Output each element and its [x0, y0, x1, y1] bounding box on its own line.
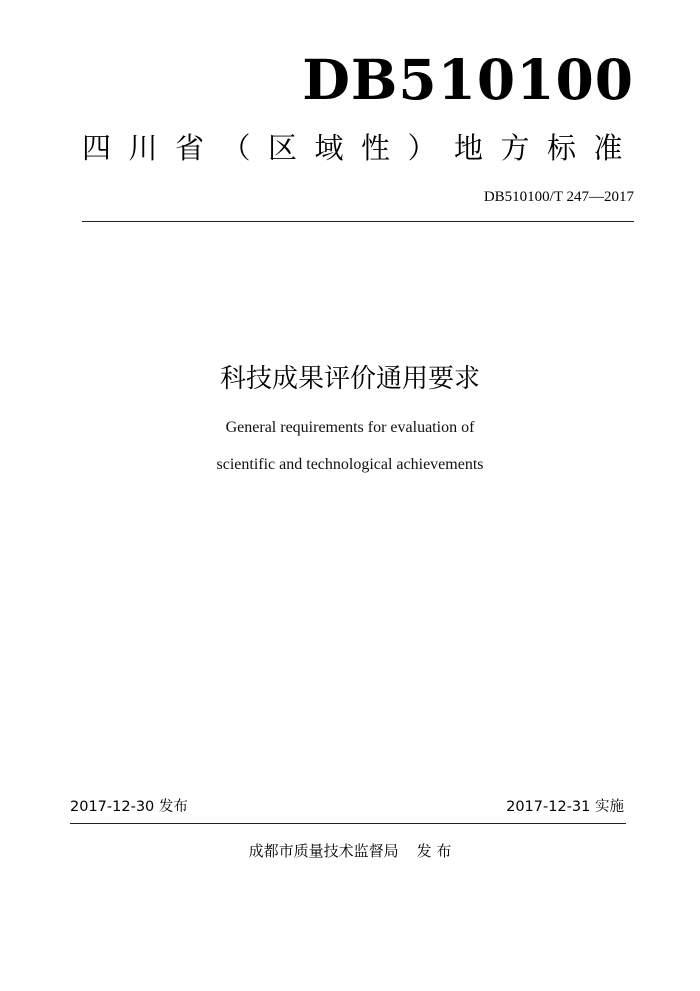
- publish-label: 发 布: [416, 842, 452, 860]
- top-divider: [82, 221, 634, 222]
- bottom-divider: [70, 823, 626, 824]
- standard-number: DB510100/T 247—2017: [483, 189, 634, 205]
- standard-type-label: 四川省（区域性）地方标准: [82, 131, 641, 165]
- title-english-line1: General requirements for evaluation of: [225, 419, 475, 436]
- implementation-date: 2017-12-31 实施: [506, 799, 624, 815]
- issue-date: 2017-12-30 发布: [70, 799, 188, 815]
- title-english-line2: scientific and technological achievements: [216, 456, 484, 473]
- standard-code: DB510100: [302, 47, 634, 112]
- title-chinese: 科技成果评价通用要求: [219, 364, 480, 394]
- publisher-name: 成都市质量技术监督局: [248, 842, 399, 860]
- publisher-line: [0, 844, 700, 859]
